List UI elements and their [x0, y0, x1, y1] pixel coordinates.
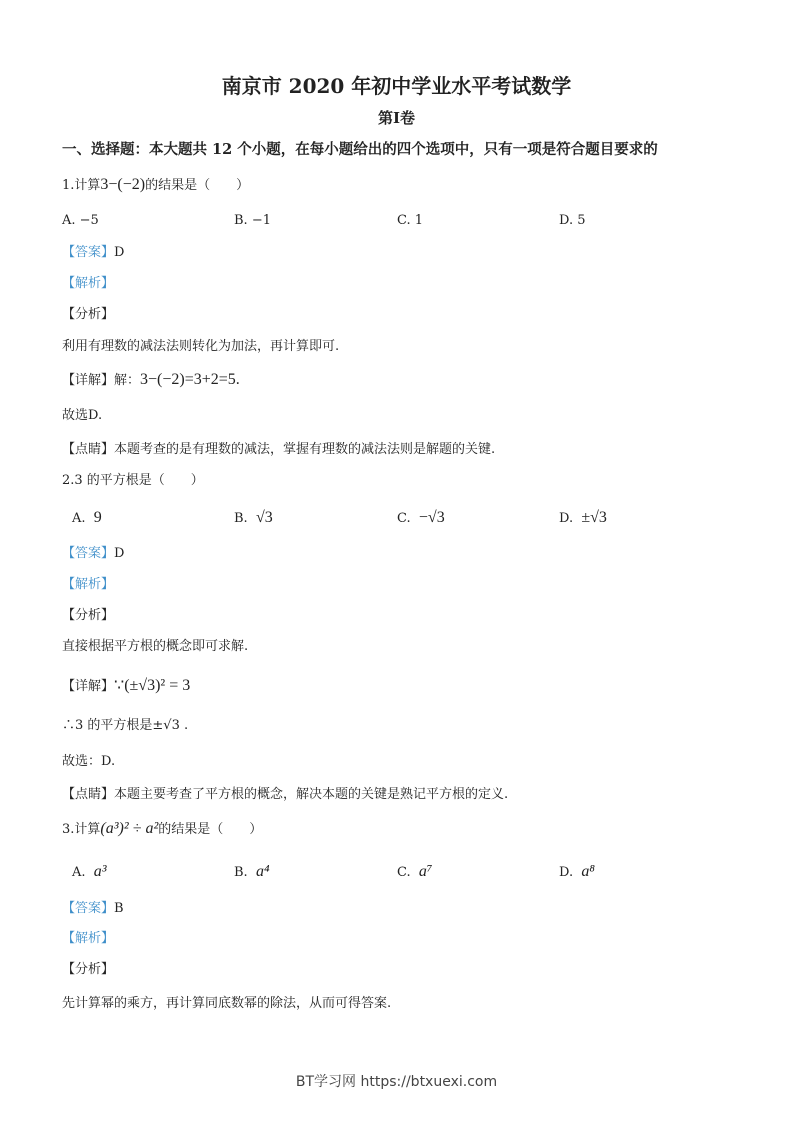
q2-answer: 【答案】D — [62, 546, 125, 561]
q2-comment: 【点睛】本题主要考查了平方根的概念，解决本题的关键是熟记平方根的定义. — [62, 787, 509, 802]
q2-analysis-label: 【解析】 — [62, 577, 115, 592]
q2-option-b: B. √3 — [234, 509, 273, 526]
q2-option-d: D. ±√3 — [559, 509, 607, 526]
q2-fenxi-label: 【分析】 — [62, 608, 115, 623]
q2-fenxi-text: 直接根据平方根的概念即可求解. — [62, 639, 249, 654]
q2-choose: 故选：D. — [62, 754, 116, 769]
volume-heading: 第Ⅰ卷 — [377, 109, 416, 127]
q1-analysis-label: 【解析】 — [62, 276, 115, 291]
q1-option-d: D. 5 — [559, 213, 586, 228]
question-3: 3.计算(a³)² ÷ a²的结果是（ ） — [62, 820, 263, 837]
q3-fenxi-label: 【分析】 — [62, 962, 115, 977]
footer-watermark: BT学习网 https://btxuexi.com — [295, 1074, 498, 1090]
q3-option-a: A. a³ — [72, 863, 107, 880]
q1-option-a: A. −5 — [62, 213, 99, 228]
q1-detail: 【详解】解：3−(−2)=3+2=5. — [62, 371, 240, 388]
q1-fenxi-text: 利用有理数的减法法则转化为加法，再计算即可. — [62, 339, 340, 354]
question-2: 2.3 的平方根是（ ） — [62, 473, 204, 488]
q3-option-b: B. a⁴ — [234, 863, 270, 880]
document-title: 南京市 2020 年初中学业水平考试数学 — [221, 74, 572, 98]
q3-option-c: C. a⁷ — [397, 863, 433, 880]
q2-detail: 【详解】∵(±√3)² = 3 — [62, 677, 191, 694]
q3-fenxi-text: 先计算幂的乘方，再计算同底数幂的除法，从而可得答案. — [62, 996, 392, 1011]
q1-fenxi-label: 【分析】 — [62, 307, 115, 322]
q1-choose: 故选D. — [62, 408, 103, 423]
q2-option-a: A. 9 — [72, 509, 102, 526]
q1-option-c: C. 1 — [397, 213, 424, 228]
q2-therefore: ∴3 的平方根是±√3 . — [62, 718, 189, 733]
q3-option-d: D. a⁸ — [559, 863, 595, 880]
q1-option-b: B. −1 — [234, 213, 271, 228]
q3-analysis-label: 【解析】 — [62, 931, 115, 946]
q3-answer: 【答案】B — [62, 901, 124, 916]
section-heading: 一、选择题：本大题共 12 个小题，在每小题给出的四个选项中，只有一项是符合题目要求的 — [62, 141, 658, 158]
q2-option-c: C. −√3 — [397, 509, 445, 526]
q1-answer: 【答案】D — [62, 245, 125, 260]
q1-comment: 【点睛】本题考查的是有理数的减法，掌握有理数的减法法则是解题的关键. — [62, 442, 496, 457]
question-1: 1.计算3−(−2)的结果是（ ） — [62, 176, 250, 193]
